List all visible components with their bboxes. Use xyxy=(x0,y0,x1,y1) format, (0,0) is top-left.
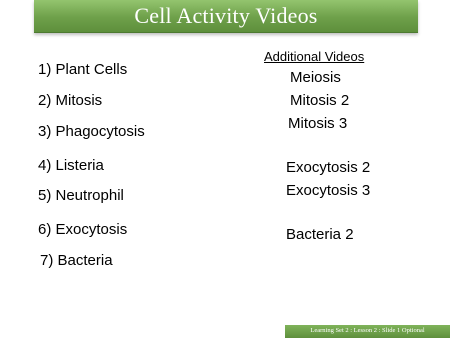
additional-videos-heading: Additional Videos xyxy=(264,49,365,64)
footer-bar xyxy=(285,325,450,338)
link-phagocytosis[interactable]: 3) Phagocytosis xyxy=(38,123,145,140)
link-neutrophil[interactable]: 5) Neutrophil xyxy=(38,187,124,204)
link-plant-cells[interactable]: 1) Plant Cells xyxy=(38,61,128,78)
link-bacteria[interactable]: 7) Bacteria xyxy=(40,252,113,269)
link-bacteria-2[interactable]: Bacteria 2 xyxy=(286,226,354,243)
link-listeria[interactable]: 4) Listeria xyxy=(38,157,104,174)
footer-text: Learning Set 2 : Lesson 2 : Slide 1 Optional xyxy=(310,327,425,335)
link-exocytosis-2[interactable]: Exocytosis 2 xyxy=(286,159,371,176)
link-mitosis-3[interactable]: Mitosis 3 xyxy=(288,115,348,132)
title-bar xyxy=(34,0,418,33)
link-meiosis[interactable]: Meiosis xyxy=(290,69,341,86)
link-mitosis-2[interactable]: Mitosis 2 xyxy=(290,92,350,109)
link-exocytosis-3[interactable]: Exocytosis 3 xyxy=(286,182,371,199)
slide-title: Cell Activity Videos xyxy=(134,3,318,28)
link-mitosis[interactable]: 2) Mitosis xyxy=(38,92,103,109)
link-exocytosis[interactable]: 6) Exocytosis xyxy=(38,221,128,238)
